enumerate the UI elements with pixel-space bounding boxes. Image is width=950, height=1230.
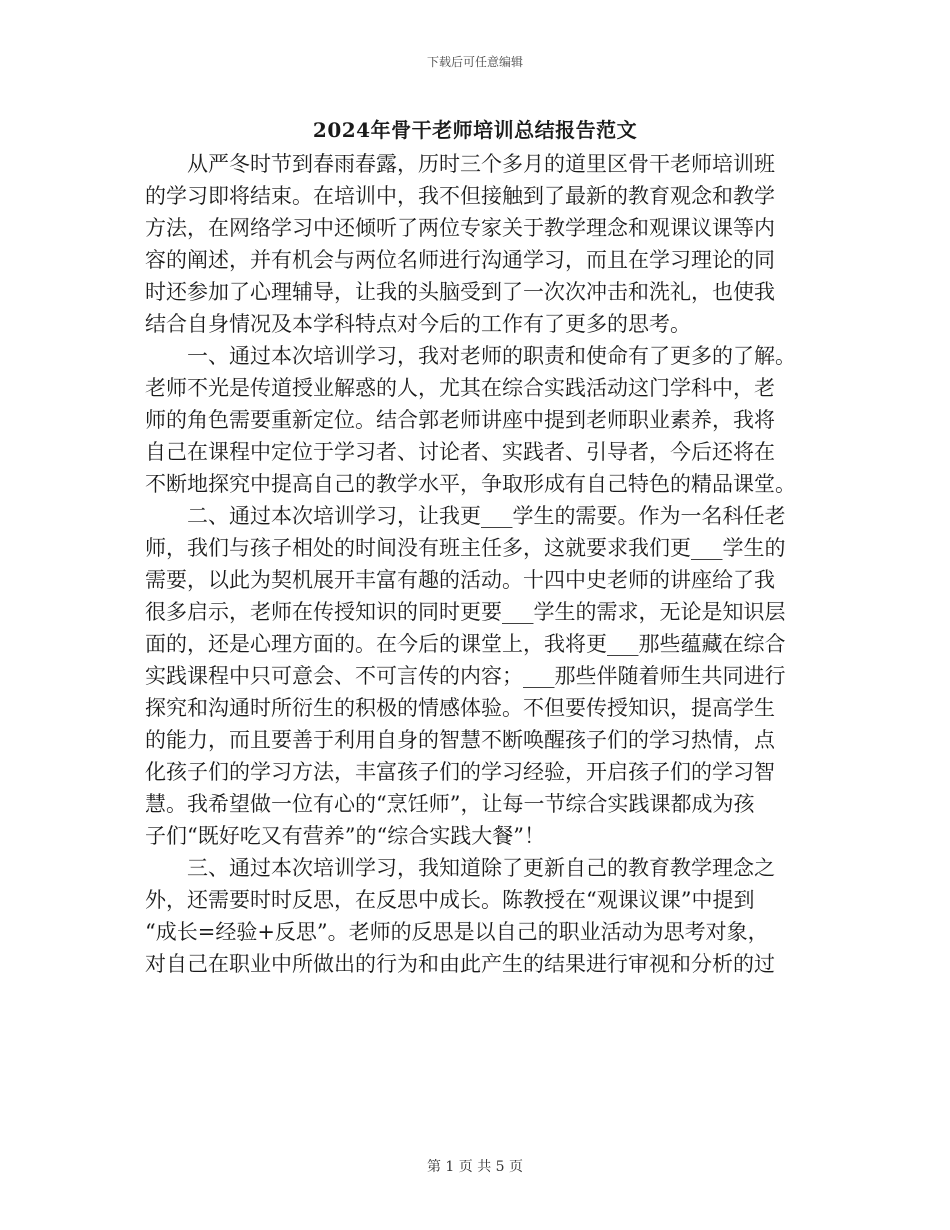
body-line: 结合自身情况及本学科特点对今后的工作有了更多的思考。 [145,312,691,336]
document-title: 2024年骨干老师培训总结报告范文 [312,118,638,142]
body-line: 自己在课程中定位于学习者、讨论者、实践者、引导者，今后还将在 [145,440,775,464]
body-line: 慧。我希望做一位有心的“烹饪师”，让每一节综合实践课都成为孩 [145,792,755,816]
body-line: 的能力，而且要善于利用自身的智慧不断唤醒孩子们的学习热情，点 [145,728,775,752]
body-line: 对自己在职业中所做出的行为和由此产生的结果进行审视和分析的过 [145,952,775,976]
body-line: 时还参加了心理辅导，让我的头脑受到了一次次冲击和洗礼，也使我 [145,280,775,304]
body-line: 面的，还是心理方面的。在今后的课堂上，我将更___那些蕴藏在综合 [145,632,786,656]
body-line: 化孩子们的学习方法，丰富孩子们的学习经验，开启孩子们的学习智 [145,760,775,784]
body-line: “成长=经验+反思”。老师的反思是以自己的职业活动为思考对象， [145,920,769,944]
body-line: 不断地探究中提高自己的教学水平，争取形成有自己特色的精品课堂。 [145,472,796,496]
body-line: 方法，在网络学习中还倾听了两位专家关于教学理念和观课议课等内 [145,216,775,240]
header-note: 下载后可任意编辑 [426,55,523,69]
body-line: 的学习即将结束。在培训中，我不但接触到了最新的教育观念和教学 [145,184,775,208]
body-line: 需要，以此为契机展开丰富有趣的活动。十四中史老师的讲座给了我 [145,568,775,592]
body-line: 师的角色需要重新定位。结合郭老师讲座中提到老师职业素养，我将 [145,408,775,432]
body-line: 子们“既好吃又有营养”的“综合实践大餐”！ [145,824,545,848]
body-line: 一、通过本次培训学习，我对老师的职责和使命有了更多的了解。 [145,344,796,368]
body-line: 从严冬时节到春雨春露，历时三个多月的道里区骨干老师培训班 [145,152,775,176]
body-line: 三、通过本次培训学习，我知道除了更新自己的教育教学理念之 [145,856,775,880]
body-line: 探究和沟通时所衍生的积极的情感体验。不但要传授知识，提高学生 [145,696,775,720]
body-line: 二、通过本次培训学习，让我更___学生的需要。作为一名科任老 [145,504,786,528]
body-line: 老师不光是传道授业解惑的人，尤其在综合实践活动这门学科中，老 [145,376,775,400]
body-line: 外，还需要时时反思，在反思中成长。陈教授在“观课议课”中提到 [145,888,755,912]
body-line: 容的阐述，并有机会与两位名师进行沟通学习，而且在学习理论的同 [145,248,775,272]
body-line: 实践课程中只可意会、不可言传的内容；___那些伴随着师生共同进行 [145,664,786,688]
body-line: 很多启示，老师在传授知识的同时更要___学生的需求，无论是知识层 [145,600,786,624]
body-line: 师，我们与孩子相处的时间没有班主任多，这就要求我们更___学生的 [145,536,786,560]
page-number: 第 1 页 共 5 页 [426,1159,524,1175]
document-body [145,148,805,980]
